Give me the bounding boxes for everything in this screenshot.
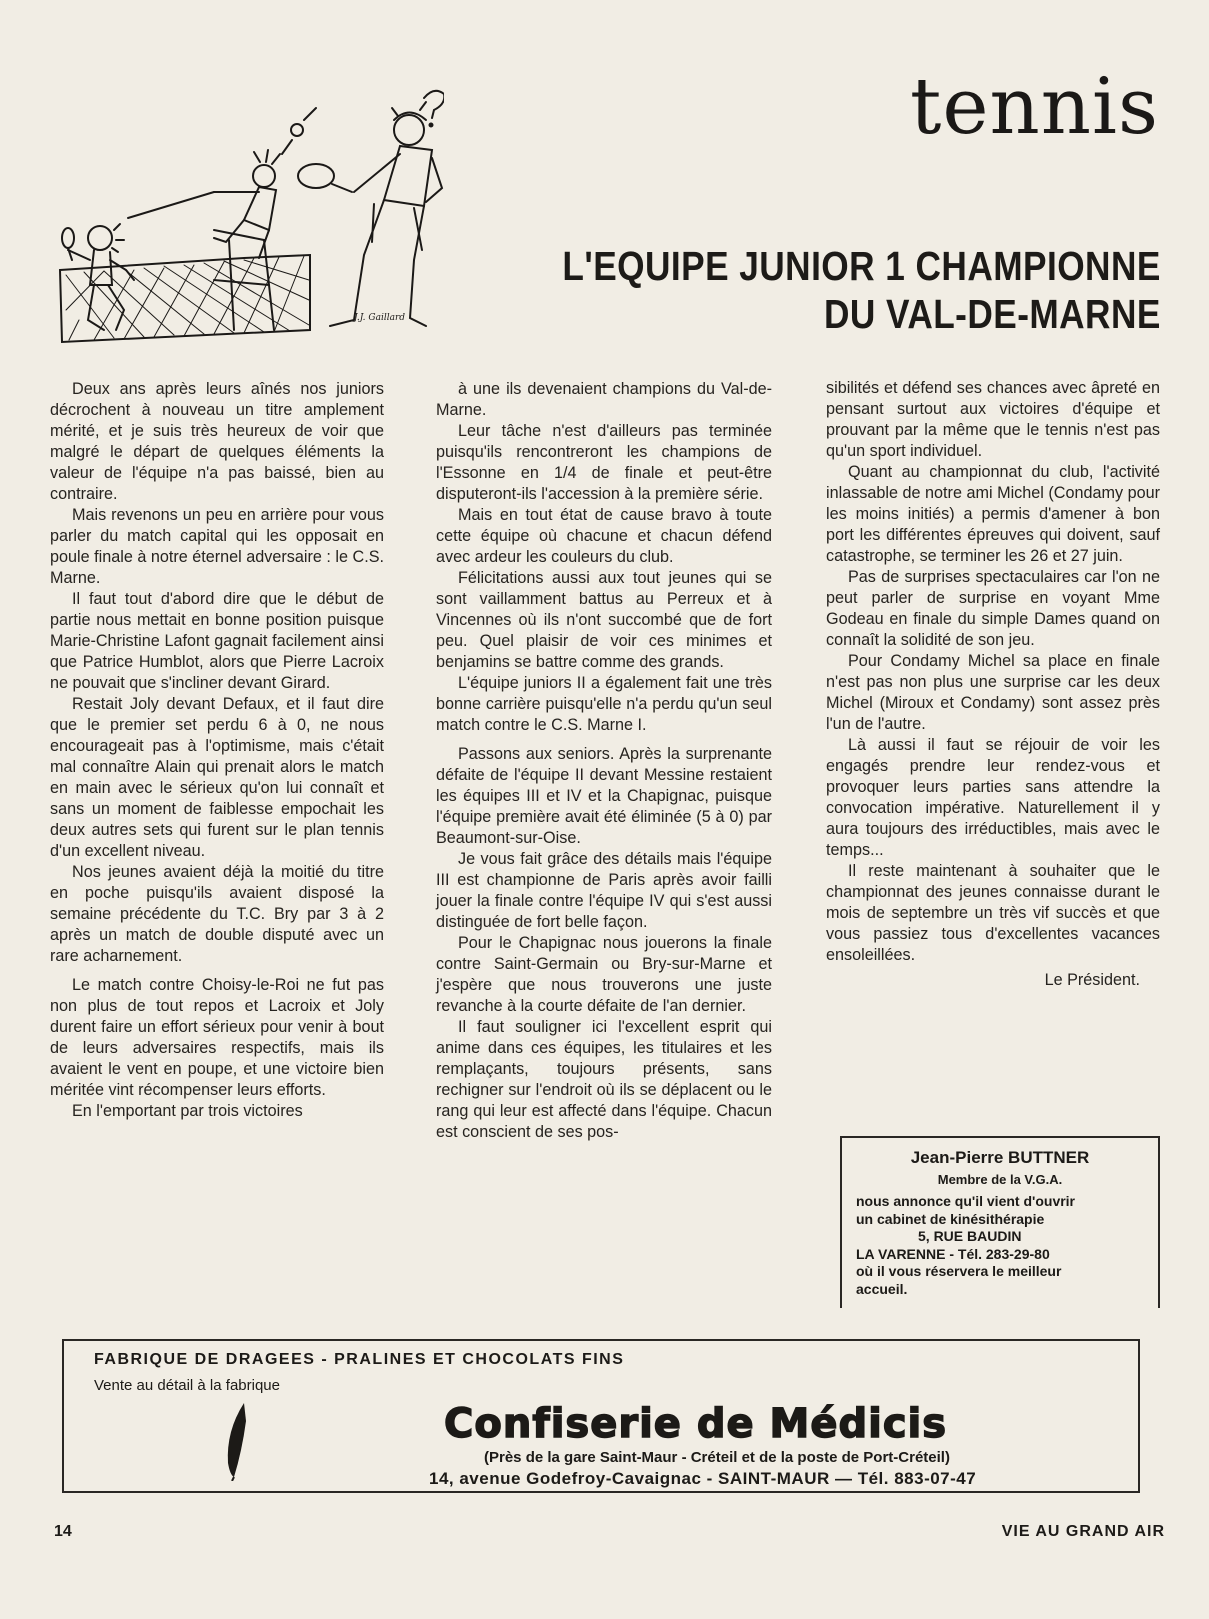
paragraph: Deux ans après leurs aînés nos juniors décrochent à nouveau un titre amplement mérité, et je suis très heureux de voir que malgré le départ de quelques éléments la valeur de l'équipe n'a pas baissé, bien au contraire.: [50, 380, 384, 503]
paragraph: Pour le Chapignac nous jouerons la finale contre Saint-Germain ou Bry-sur-Marne et j'espère que nous trouverons une juste revanche à la courte défaite de l'an dernier.: [436, 934, 772, 1015]
magazine-name: VIE AU GRAND AIR: [1001, 1523, 1165, 1540]
illustration-signature: J.J. Gaillard: [354, 313, 406, 323]
ad-body: [856, 1193, 1158, 1298]
article-column-2: [436, 379, 772, 1143]
headline-line-2: DU VAL-DE-MARNE: [824, 291, 1161, 337]
paragraph: Je vous fait grâce des détails mais l'équipe III est championne de Paris après avoir failli jouer la finale contre l'équipe IV qui s'est aussi distinguée de fort belle façon.: [436, 850, 772, 931]
paragraph: Félicitations aussi aux tout jeunes qui se sont vaillamment battus au Perreux et à Vincennes où ils n'ont succombé que de fort peu. Quel plaisir de voir ces minimes et benjamins se battre comme des grands.: [436, 569, 772, 671]
conf-address: 14, avenue Godefroy-Cavaignac - SAINT-MAUR — Tél. 883-07-47: [429, 1469, 977, 1488]
paragraph: L'équipe juniors II a également fait une très bonne carrière puisqu'elle n'a perdu qu'un seul match contre le C.S. Marne I.: [436, 674, 772, 734]
paragraph: Il faut tout d'abord dire que le début de partie nous mettait en bonne position puisque Marie-Christine Lafont gagnait facilement ainsi que Patrice Humblot, alors que Pierre Lacroix ne pouvait que s'incliner devant Girard.: [50, 590, 384, 692]
article-headline: [563, 242, 1161, 338]
tennis-cartoon-illustration: [54, 80, 444, 355]
article-column-1: [50, 379, 384, 1122]
ad-member: Membre de la V.G.A.: [937, 1172, 1063, 1187]
ad-line: nous annonce qu'il vient d'ouvrir: [856, 1193, 1076, 1209]
paragraph: Il faut souligner ici l'excellent esprit qui anime dans ces équipes, les titulaires et les remplaçants, toujours présents, sans rechigner sur l'endroit où ils se déplacent ou le rang qui leur est affecté dans l'équipe. Chacun est conscient de ses pos-: [436, 1018, 772, 1141]
feather-icon: [220, 1401, 250, 1481]
paragraph: Il reste maintenant à souhaiter que le championnat des jeunes connaisse durant le mois de septembre un très vif succès et que vous passiez tous d'excellentes vacances ensoleillées.: [826, 862, 1160, 964]
paragraph: Quant au championnat du club, l'activité inlassable de notre ami Michel (Condamy pour les moins initiés) a permis d'amener à bon port les différentes épreuves qui doivent, sauf catastrophe, se terminer les 26 et 27 juin.: [826, 463, 1160, 565]
paragraph: Mais revenons un peu en arrière pour vous parler du match capital qui les opposait en poule finale à notre éternel adversaire : le C.S. Marne.: [50, 506, 384, 587]
ad-line: où il vous réservera le meilleur: [856, 1263, 1062, 1279]
ad-line: accueil.: [856, 1280, 908, 1297]
ad-address: 5, RUE BAUDIN: [918, 1228, 1022, 1244]
conf-location: (Près de la gare Saint-Maur - Créteil et de la poste de Port-Créteil): [484, 1449, 950, 1466]
confiserie-ad: [62, 1339, 1140, 1493]
paragraph: Là aussi il faut se réjouir de voir les engagés prendre leur rendez-vous et provoquer leurs parties sans attendre la convocation impérative. Naturellement il y aura toujours des irréductibles, mais avec le temps...: [826, 736, 1160, 859]
paragraph: Nos jeunes avaient déjà la moitié du titre en poche puisqu'ils avaient disposé la semaine précédente du T.C. Bry par 3 à 2 après un match de double disputé avec un rare acharnement.: [50, 863, 384, 965]
paragraph: Leur tâche n'est d'ailleurs pas terminée puisqu'ils rencontreront les champions de l'Essonne en 1/4 de finale et peut-être disputeront-ils l'accession à la première série.: [436, 422, 772, 503]
headline-line-1: L'EQUIPE JUNIOR 1 CHAMPIONNE: [562, 243, 1161, 289]
paragraph: Restait Joly devant Defaux, et il faut dire que le premier set perdu 6 à 0, ne nous encourageait pas à l'optimisme, mais c'était mal connaître Alain qui prenait alors le match en main avec le sérieux qu'on lui connaît et sans un moment de faiblesse empochait les deux autres sets qui furent sur le plan tennis d'un excellent niveau.: [50, 695, 384, 860]
paragraph: Le match contre Choisy-le-Roi ne fut pas non plus de tout repos et Lacroix et Joly durent faire un effort sérieux pour venir à bout de leurs adversaires respectifs, mais ils avaient le vent en poupe, et une victoire bien méritée vint récompenser leurs efforts.: [50, 976, 384, 1099]
conf-brand: Confiserie de Médicis: [444, 1401, 948, 1447]
article-signature: Le Président.: [1044, 971, 1140, 989]
ad-line: un cabinet de kinésithérapie: [856, 1210, 1045, 1227]
paragraph: Passons aux seniors. Après la surprenante défaite de l'équipe II devant Messine restaient les équipes III et IV et la Chapignac, puisque l'équipe première avait été éliminée (5 à 0) par Beaumont-sur-Oise.: [436, 745, 772, 847]
paragraph: Pour Condamy Michel sa place en finale n'est pas non plus une surprise car les deux Michel (Miroux et Condamy) sont assez près l'un de l'autre.: [826, 652, 1160, 733]
paragraph: Mais en tout état de cause bravo à toute cette équipe où chacune et chacun défend avec ardeur les couleurs du club.: [436, 506, 772, 566]
page-number: 14: [54, 1523, 72, 1540]
kinesitherapie-ad: [840, 1136, 1160, 1308]
ad-phone: LA VARENNE - Tél. 283-29-80: [856, 1245, 1050, 1262]
section-title: tennis: [910, 62, 1159, 152]
paragraph: En l'emportant par trois victoires: [72, 1102, 303, 1120]
paragraph: sibilités et défend ses chances avec âpreté en pensant surtout aux victoires d'équipe et prouvant par la même que le tennis n'est pas qu'un sport individuel.: [826, 379, 1160, 460]
article-column-3: [826, 378, 1160, 991]
conf-tagline: FABRIQUE DE DRAGEES - PRALINES ET CHOCOLATS FINS: [94, 1351, 625, 1368]
ad-name: Jean-Pierre BUTTNER: [910, 1148, 1090, 1167]
conf-subline: Vente au détail à la fabrique: [94, 1377, 280, 1394]
paragraph: à une ils devenaient champions du Val-de-Marne.: [436, 380, 772, 419]
paragraph: Pas de surprises spectaculaires car l'on ne peut parler de surprise en voyant Mme Godeau en finale du simple Dames quand on connaît la solidité de son jeu.: [826, 568, 1160, 649]
